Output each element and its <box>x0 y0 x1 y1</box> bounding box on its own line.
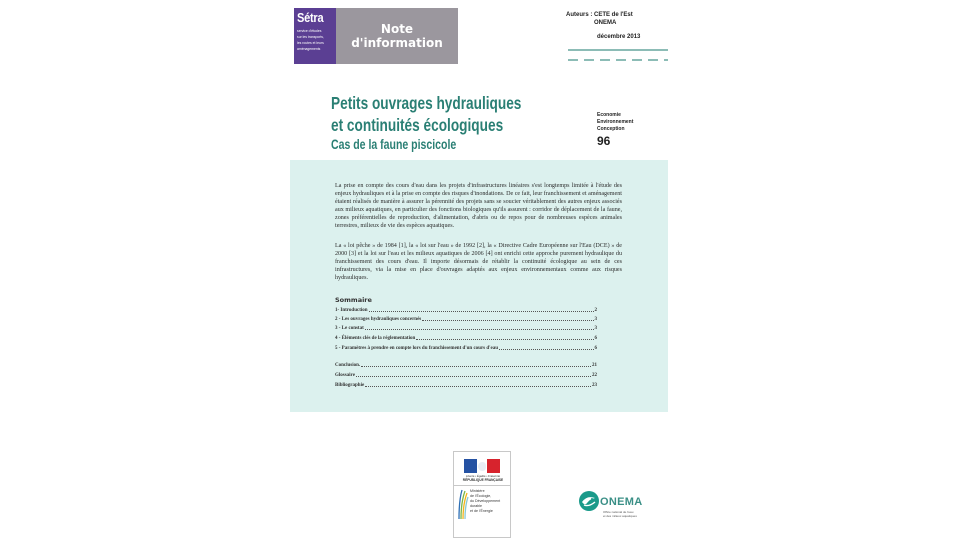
setra-logo <box>294 8 458 64</box>
toc-entry[interactable] <box>335 346 597 351</box>
ministry-logo <box>453 451 511 538</box>
document-type-banner <box>336 8 458 64</box>
toc-label: Glossaire <box>335 373 355 378</box>
toc-entry[interactable] <box>335 326 597 331</box>
subtitle: Cas de la faune piscicole <box>331 137 457 152</box>
category-line: Environnement <box>597 119 634 125</box>
ministry-line: de l'Écologie, <box>470 494 492 498</box>
ministry-line: Ministère <box>470 489 485 493</box>
toc-label: 3 - Le constat <box>335 326 364 331</box>
toc-page: 3 <box>594 317 597 322</box>
toc-entry[interactable] <box>335 373 597 378</box>
author-name: ONEMA <box>594 20 617 26</box>
toc-leader <box>356 376 591 377</box>
author-name: CETE de l'Est <box>594 12 633 18</box>
tagline-line: les routes et leurs <box>297 41 324 45</box>
toc-page: 3 <box>594 326 597 331</box>
toc-page: 2 <box>594 308 597 313</box>
toc-entry[interactable] <box>335 317 597 322</box>
toc-leader <box>499 349 593 350</box>
toc-leader <box>416 339 593 340</box>
toc-page: 6 <box>594 346 597 351</box>
toc-page: 21 <box>592 363 597 368</box>
republic-name: RÉPUBLIQUE FRANÇAISE <box>462 478 504 482</box>
divider-solid <box>568 49 668 51</box>
toc-leader <box>365 329 594 330</box>
title-line-2: et continuités écologiques <box>331 115 504 135</box>
setra-brand-block <box>294 8 336 64</box>
toc-leader <box>422 320 593 321</box>
tagline-line: service d'études <box>297 29 322 33</box>
toc-label: 2 - Les ouvrages hydrauliques concernés <box>335 317 422 322</box>
toc-label: Bibliographie <box>335 383 365 388</box>
intro-paragraph-2: La « loi pêche » de 1984 [1], la « loi sur l'eau » de 1992 [2], la « Directive Cadre Européenne sur l'Eau (DCE) » de 2000 [3] et la loi sur l'eau et les milieux aquatiques de 2006 [4] ont enrichi cette approche purement hydraulique du franchissement des cours d'eau. Il importe désormais de rétablir la continuité écologique au sein de ces infrastructures, via la mise en place d'ouvrages adaptés aux enjeux environnementaux comme aux risques hydrauliques. <box>335 243 622 281</box>
category-block <box>597 112 633 148</box>
toc-leader <box>361 366 591 367</box>
ministry-line: et de l'Énergie <box>470 509 493 513</box>
ministry-line: durable <box>470 504 482 508</box>
logo-divider <box>454 485 510 486</box>
onema-logo <box>578 490 658 530</box>
toc-label: Conclusion. <box>335 363 361 368</box>
tagline-line: sur les transports, <box>297 35 324 39</box>
marianne-flag-icon <box>464 459 500 473</box>
toc-leader <box>369 311 594 312</box>
authors-label: Auteurs : <box>566 12 593 18</box>
toc-label: 4 - Éléments clés de la réglementation <box>335 336 416 341</box>
table-of-contents-title: Sommaire <box>335 296 372 304</box>
onema-swirl-icon <box>578 490 600 512</box>
onema-tagline-line: Office national de l'eau <box>603 510 634 514</box>
onema-tagline <box>603 510 637 518</box>
toc-page: 22 <box>592 373 597 378</box>
toc-label: 1- Introduction <box>335 308 368 313</box>
tagline-line: aménagements <box>297 47 321 51</box>
category-line: Conception <box>597 126 625 132</box>
onema-tagline-line: et des milieux aquatiques <box>603 514 637 518</box>
toc-label: 5 - Paramètres à prendre en compte lors du franchissement d'un cours d'eau <box>335 346 499 351</box>
setra-name: Sétra <box>297 10 324 25</box>
republic-motto: Liberté • Égalité • Fraternité <box>465 474 501 478</box>
document-title <box>331 92 575 153</box>
title-line-1: Petits ouvrages hydrauliques <box>331 93 522 113</box>
toc-page: 23 <box>592 383 597 388</box>
issue-number: 96 <box>597 134 611 148</box>
ministry-strokes-icon <box>457 488 469 520</box>
publication-date: décembre 2013 <box>597 34 641 40</box>
intro-paragraph-1: La prise en compte des cours d'eau dans les projets d'infrastructures linéaires s'est longtemps limitée à l'étude des enjeux hydrauliques et à la prise en compte des risques d'inondations. De ce fait, leur franchissement et aménagement étaient réalisés de manière à assurer la pérennité des projets sans se soucier véritablement des autres enjeux associés aux milieux aquatiques, en particulier des fonctions biologiques qu'ils assurent : corridor de déplacement de la faune, zones préférentielles de reproduction, d'alimentation, d'abris ou de repos pour de nombreuses espèces animales terrestres, milieux de vie des espèces aquatiques. <box>335 183 622 229</box>
category-line: Economie <box>597 112 621 118</box>
ministry-line: du Développement <box>470 499 501 503</box>
toc-leader <box>365 386 591 387</box>
toc-entry[interactable] <box>335 308 597 313</box>
divider-dashed <box>568 59 668 61</box>
ministry-name <box>470 489 500 514</box>
onema-name: ONEMA <box>600 496 643 508</box>
setra-tagline <box>297 28 333 52</box>
summary-box <box>290 160 668 412</box>
toc-entry[interactable] <box>335 336 597 341</box>
toc-entry[interactable] <box>335 383 597 388</box>
toc-entry[interactable] <box>335 363 597 368</box>
document-type-line: Note <box>380 22 414 36</box>
document-type-line: d'information <box>351 36 443 50</box>
toc-page: 6 <box>594 336 597 341</box>
authors-block <box>566 11 633 27</box>
